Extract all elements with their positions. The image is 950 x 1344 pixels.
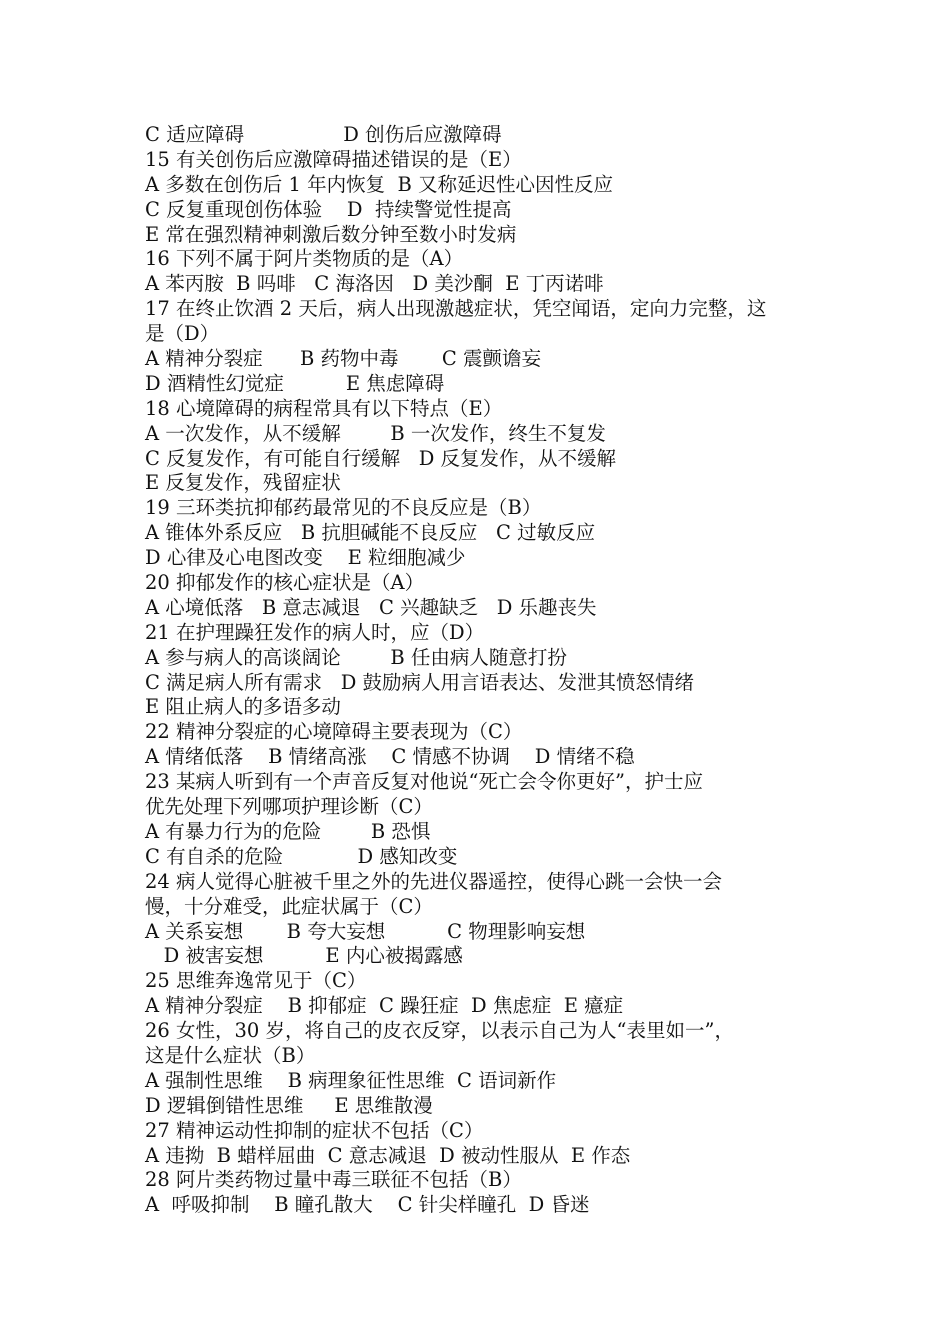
text-line: A 一次发作，从不缓解 B 一次发作，终生不复发 (145, 421, 606, 445)
question-27: 27 精神运动性抑制的症状不包括（C） (145, 1118, 484, 1142)
question-28: 28 阿片类药物过量中毒三联征不包括（B） (145, 1168, 522, 1192)
question-19: 19 三环类抗抑郁药最常见的不良反应是（B） (145, 496, 542, 520)
question-18: 18 心境障碍的病程常具有以下特点（E） (145, 396, 503, 420)
question-20: 20 抑郁发作的核心症状是（A） (145, 571, 425, 595)
text-line: A 精神分裂症 B 抑郁症 C 躁狂症 D 焦虑症 E 癔症 (145, 994, 624, 1018)
question-24: 24 病人觉得心脏被千里之外的先进仪器遥控，使得心跳一会快一会 (145, 869, 723, 893)
question-23: 23 某病人听到有一个声音反复对他说“死亡会令你更好”，护士应 (145, 770, 703, 794)
text-line: C 反复重现创伤体验 D 持续警觉性提高 (145, 197, 512, 221)
text-line: 慢，十分难受，此症状属于（C） (145, 894, 433, 918)
question-15: 15 有关创伤后应激障碍描述错误的是（E） (145, 147, 522, 171)
text-line: A 多数在创伤后 1 年内恢复 B 又称延迟性心因性反应 (145, 172, 614, 196)
text-line: E 反复发作，残留症状 (145, 471, 341, 495)
text-line: 优先处理下列哪项护理诊断（C） (145, 795, 433, 819)
text-line: 这是什么症状（B） (145, 1043, 316, 1067)
text-line: A 心境低落 B 意志减退 C 兴趣缺乏 D 乐趣丧失 (145, 595, 597, 619)
text-line: A 强制性思维 B 病理象征性思维 C 语词新作 (145, 1068, 557, 1092)
question-25: 25 思维奔逸常见于（C） (145, 969, 367, 993)
text-line: A 苯丙胺 B 吗啡 C 海洛因 D 美沙酮 E 丁丙诺啡 (145, 272, 604, 296)
text-line: A 有暴力行为的危险 B 恐惧 (145, 819, 431, 843)
text-line: 是（D） (145, 322, 220, 346)
text-line: A 情绪低落 B 情绪高涨 C 情感不协调 D 情绪不稳 (145, 745, 635, 769)
text-line: A 锥体外系反应 B 抗胆碱能不良反应 C 过敏反应 (145, 521, 596, 545)
text-line: A 呼吸抑制 B 瞳孔散大 C 针尖样瞳孔 D 昏迷 (145, 1193, 590, 1217)
text-line: A 参与病人的高谈阔论 B 任由病人随意打扮 (145, 645, 567, 669)
text-line: A 精神分裂症 B 药物中毒 C 震颤谵妄 (145, 347, 542, 371)
text-line: D 逻辑倒错性思维 E 思维散漫 (145, 1093, 433, 1117)
text-line: C 反复发作，有可能自行缓解 D 反复发作，从不缓解 (145, 446, 617, 470)
question-17: 17 在终止饮酒 2 天后，病人出现激越症状，凭空闻语，定向力完整，这 (145, 297, 767, 321)
question-16: 16 下列不属于阿片类物质的是（A） (145, 247, 464, 271)
text-line: E 阻止病人的多语多动 (145, 695, 341, 719)
text-line: A 违拗 B 蜡样屈曲 C 意志减退 D 被动性服从 E 作态 (145, 1143, 631, 1167)
question-22: 22 精神分裂症的心境障碍主要表现为（C） (145, 720, 523, 744)
text-line: C 有自杀的危险 D 感知改变 (145, 844, 458, 868)
text-line: E 常在强烈精神刺激后数分钟至数小时发病 (145, 222, 517, 246)
text-line: A 关系妄想 B 夸大妄想 C 物理影响妄想 (145, 919, 586, 943)
question-26: 26 女性，30 岁，将自己的皮衣反穿，以表示自己为人“表里如一”， (145, 1019, 734, 1043)
document-text (145, 123, 810, 1218)
text-line: D 酒精性幻觉症 E 焦虑障碍 (145, 371, 445, 395)
text-line: D 被害妄想 E 内心被揭露感 (145, 944, 463, 968)
text-line: C 适应障碍 D 创伤后应激障碍 (145, 123, 502, 146)
text-line: C 满足病人所有需求 D 鼓励病人用言语表达、发泄其愤怒情绪 (145, 670, 695, 694)
question-21: 21 在护理躁狂发作的病人时，应（D） (145, 620, 485, 644)
text-line: D 心律及心电图改变 E 粒细胞减少 (145, 546, 466, 570)
